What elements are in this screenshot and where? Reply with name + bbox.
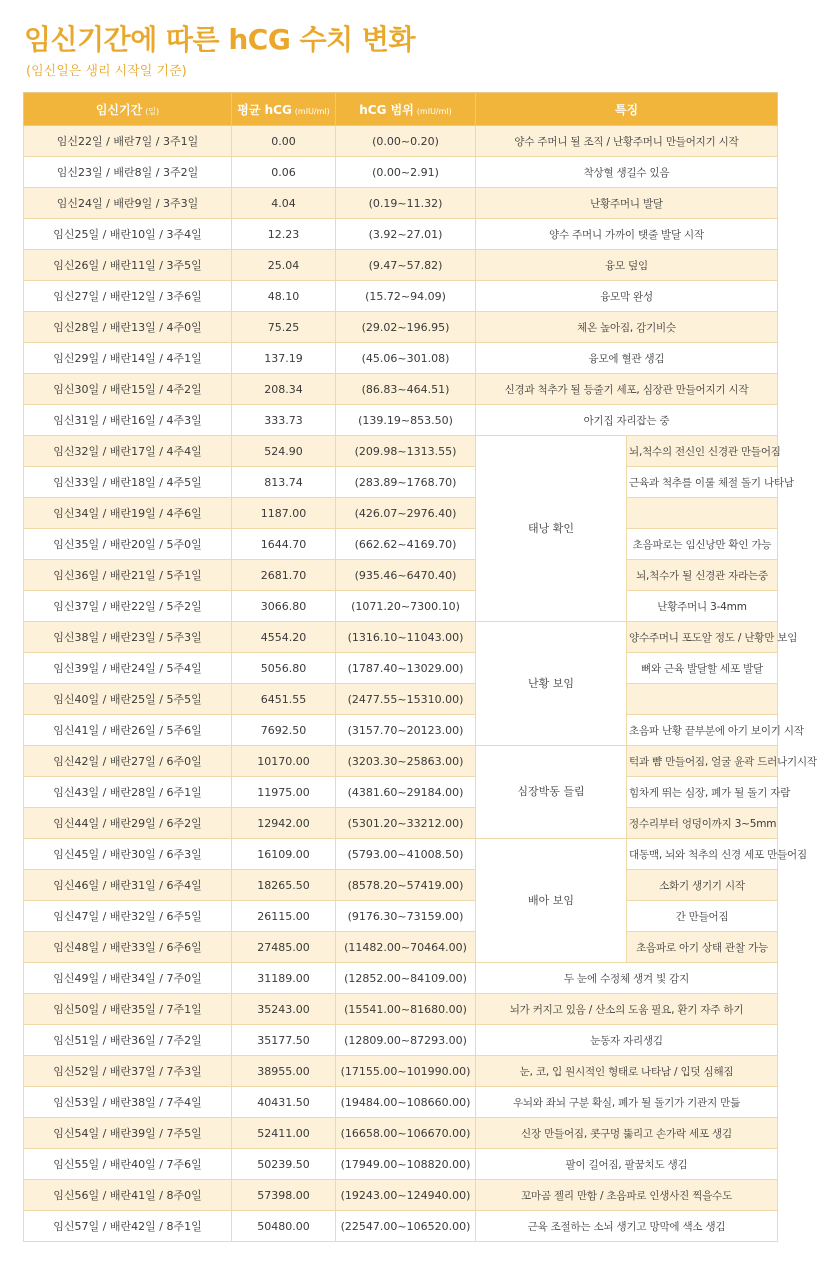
table-row [24,839,778,870]
cell-period: 임신28일 / 배란13일 / 4주0일 [24,312,232,343]
cell-period: 임신40일 / 배란25일 / 5주5일 [24,684,232,715]
cell-period: 임신48일 / 배란33일 / 6주6일 [24,932,232,963]
cell-avg-hcg: 813.74 [232,467,336,498]
hcg-table [23,92,817,1242]
cell-feature: 대동맥, 뇌와 척추의 신경 세포 만들어짐 [627,839,778,870]
table-row [24,591,778,622]
cell-hcg-range: (139.19~853.50) [336,405,476,436]
cell-period: 임신51일 / 배란36일 / 7주2일 [24,1025,232,1056]
cell-hcg-range: (283.89~1768.70) [336,467,476,498]
cell-feature: 눈, 코, 입 원시적인 형태로 나타남 / 입덧 심해짐 [476,1056,778,1087]
cell-period: 임신56일 / 배란41일 / 8주0일 [24,1180,232,1211]
cell-feature: 양수 주머니 될 조직 / 난황주머니 만들어지기 시작 [476,126,778,157]
cell-feature: 근육과 척추를 이룰 체절 돌기 나타남 [627,467,778,498]
table-row [24,715,778,746]
cell-feature: 아기집 자리잡는 중 [476,405,778,436]
cell-feature: 뇌,척수가 될 신경관 자라는중 [627,560,778,591]
table-row [24,1056,778,1087]
table-header-row [24,93,778,126]
cell-hcg-range: (1071.20~7300.10) [336,591,476,622]
table-row [24,1087,778,1118]
cell-period: 임신33일 / 배란18일 / 4주5일 [24,467,232,498]
table-row [24,498,778,529]
cell-avg-hcg: 75.25 [232,312,336,343]
cell-feature: 뼈와 근육 발달할 세포 발달 [627,653,778,684]
cell-period: 임신43일 / 배란28일 / 6주1일 [24,777,232,808]
cell-avg-hcg: 4.04 [232,188,336,219]
cell-feature: 두 눈에 수정체 생겨 빛 감지 [476,963,778,994]
cell-feature: 꼬마곰 젤리 만함 / 초음파로 인생사진 찍을수도 [476,1180,778,1211]
cell-feature: 눈동자 자리생김 [476,1025,778,1056]
table-row [24,281,778,312]
table-row [24,870,778,901]
cell-feature: 팔이 길어짐, 팔꿈치도 생김 [476,1149,778,1180]
table-row [24,374,778,405]
cell-feature [627,498,778,529]
cell-avg-hcg: 524.90 [232,436,336,467]
cell-hcg-range: (45.06~301.08) [336,343,476,374]
cell-avg-hcg: 27485.00 [232,932,336,963]
cell-hcg-range: (15.72~94.09) [336,281,476,312]
cell-hcg-range: (12809.00~87293.00) [336,1025,476,1056]
cell-hcg-range: (86.83~464.51) [336,374,476,405]
table-row [24,126,778,157]
cell-avg-hcg: 12.23 [232,219,336,250]
cell-period: 임신39일 / 배란24일 / 5주4일 [24,653,232,684]
page-subtitle: (임신일은 생리 시작일 기준) [26,64,187,79]
cell-avg-hcg: 2681.70 [232,560,336,591]
cell-hcg-range: (5301.20~33212.00) [336,808,476,839]
cell-period: 임신34일 / 배란19일 / 4주6일 [24,498,232,529]
cell-period: 임신53일 / 배란38일 / 7주4일 [24,1087,232,1118]
cell-period: 임신57일 / 배란42일 / 8주1일 [24,1211,232,1242]
cell-feature: 체온 높아짐, 감기비슷 [476,312,778,343]
cell-avg-hcg: 57398.00 [232,1180,336,1211]
cell-feature: 양수 주머니 가까이 탯줄 발달 시작 [476,219,778,250]
cell-period: 임신26일 / 배란11일 / 3주5일 [24,250,232,281]
cell-period: 임신35일 / 배란20일 / 5주0일 [24,529,232,560]
cell-feature: 난황주머니 3-4mm [627,591,778,622]
cell-avg-hcg: 16109.00 [232,839,336,870]
cell-stage-group: 태낭 확인 [476,436,627,622]
cell-period: 임신44일 / 배란29일 / 6주2일 [24,808,232,839]
cell-avg-hcg: 333.73 [232,405,336,436]
table-row [24,777,778,808]
cell-feature: 우뇌와 좌뇌 구분 확실, 폐가 될 돌기가 기관지 만듦 [476,1087,778,1118]
cell-avg-hcg: 50239.50 [232,1149,336,1180]
cell-period: 임신37일 / 배란22일 / 5주2일 [24,591,232,622]
cell-period: 임신41일 / 배란26일 / 5주6일 [24,715,232,746]
cell-hcg-range: (1316.10~11043.00) [336,622,476,653]
table-body [24,126,817,1242]
table-row [24,1211,778,1242]
cell-hcg-range: (11482.00~70464.00) [336,932,476,963]
cell-hcg-range: (17155.00~101990.00) [336,1056,476,1087]
table-row [24,529,778,560]
cell-feature: 간 만들어짐 [627,901,778,932]
cell-avg-hcg: 3066.80 [232,591,336,622]
table-row [24,312,778,343]
cell-period: 임신25일 / 배란10일 / 3주4일 [24,219,232,250]
cell-hcg-range: (22547.00~106520.00) [336,1211,476,1242]
cell-feature: 초음파 난황 끝부분에 아기 보이기 시작 [627,715,778,746]
cell-period: 임신36일 / 배란21일 / 5주1일 [24,560,232,591]
header-feature: 특징 [476,93,778,126]
cell-period: 임신45일 / 배란30일 / 6주3일 [24,839,232,870]
cell-feature: 뇌,척수의 전신인 신경관 만들어짐 [627,436,778,467]
cell-period: 임신47일 / 배란32일 / 6주5일 [24,901,232,932]
cell-feature: 융모 덮임 [476,250,778,281]
table-row [24,746,778,777]
header-avg-hcg: 평균 hCG (mIU/ml) [232,93,336,126]
cell-avg-hcg: 137.19 [232,343,336,374]
cell-feature: 착상혈 생길수 있음 [476,157,778,188]
cell-avg-hcg: 0.00 [232,126,336,157]
cell-hcg-range: (209.98~1313.55) [336,436,476,467]
cell-feature: 소화기 생기기 시작 [627,870,778,901]
cell-feature: 신장 만들어짐, 콧구멍 뚫리고 손가락 세포 생김 [476,1118,778,1149]
table-row [24,684,778,715]
cell-avg-hcg: 0.06 [232,157,336,188]
cell-stage-group: 배아 보임 [476,839,627,963]
cell-period: 임신22일 / 배란7일 / 3주1일 [24,126,232,157]
cell-avg-hcg: 48.10 [232,281,336,312]
table-row [24,932,778,963]
cell-period: 임신27일 / 배란12일 / 3주6일 [24,281,232,312]
cell-hcg-range: (935.46~6470.40) [336,560,476,591]
cell-hcg-range: (0.00~0.20) [336,126,476,157]
table-row [24,250,778,281]
table-row [24,808,778,839]
cell-feature: 초음파로는 임신낭만 확인 가능 [627,529,778,560]
cell-hcg-range: (17949.00~108820.00) [336,1149,476,1180]
cell-avg-hcg: 35177.50 [232,1025,336,1056]
cell-hcg-range: (5793.00~41008.50) [336,839,476,870]
cell-avg-hcg: 208.34 [232,374,336,405]
cell-period: 임신42일 / 배란27일 / 6주0일 [24,746,232,777]
cell-hcg-range: (1787.40~13029.00) [336,653,476,684]
cell-feature: 힘차게 뛰는 심장, 폐가 될 돌기 자람 [627,777,778,808]
cell-avg-hcg: 40431.50 [232,1087,336,1118]
cell-avg-hcg: 35243.00 [232,994,336,1025]
cell-hcg-range: (19484.00~108660.00) [336,1087,476,1118]
cell-stage-group: 난황 보임 [476,622,627,746]
cell-period: 임신46일 / 배란31일 / 6주4일 [24,870,232,901]
table-row [24,653,778,684]
cell-avg-hcg: 38955.00 [232,1056,336,1087]
table-row [24,343,778,374]
table-row [24,994,778,1025]
cell-hcg-range: (9176.30~73159.00) [336,901,476,932]
header-period: 임신기간 (일) [24,93,232,126]
cell-avg-hcg: 1644.70 [232,529,336,560]
cell-hcg-range: (12852.00~84109.00) [336,963,476,994]
table-row [24,436,778,467]
table-row [24,1118,778,1149]
cell-period: 임신31일 / 배란16일 / 4주3일 [24,405,232,436]
cell-avg-hcg: 25.04 [232,250,336,281]
page-title: 임신기간에 따른 hCG 수치 변화 [24,23,415,56]
cell-hcg-range: (2477.55~15310.00) [336,684,476,715]
cell-feature: 난황주머니 발달 [476,188,778,219]
table-row [24,467,778,498]
cell-period: 임신24일 / 배란9일 / 3주3일 [24,188,232,219]
cell-avg-hcg: 52411.00 [232,1118,336,1149]
table-row [24,1025,778,1056]
cell-hcg-range: (9.47~57.82) [336,250,476,281]
cell-hcg-range: (29.02~196.95) [336,312,476,343]
cell-avg-hcg: 12942.00 [232,808,336,839]
header-hcg-range: hCG 범위 (mIU/ml) [336,93,476,126]
cell-hcg-range: (3.92~27.01) [336,219,476,250]
cell-feature: 신경과 척추가 될 등줄기 세포, 심장관 만들어지기 시작 [476,374,778,405]
cell-hcg-range: (16658.00~106670.00) [336,1118,476,1149]
cell-stage-group: 심장박동 들림 [476,746,627,839]
cell-avg-hcg: 6451.55 [232,684,336,715]
table-row [24,560,778,591]
cell-hcg-range: (4381.60~29184.00) [336,777,476,808]
cell-hcg-range: (0.00~2.91) [336,157,476,188]
cell-avg-hcg: 10170.00 [232,746,336,777]
table-row [24,157,778,188]
table-row [24,901,778,932]
cell-hcg-range: (19243.00~124940.00) [336,1180,476,1211]
cell-period: 임신30일 / 배란15일 / 4주2일 [24,374,232,405]
cell-avg-hcg: 1187.00 [232,498,336,529]
cell-feature: 뇌가 커지고 있음 / 산소의 도움 필요, 환기 자주 하기 [476,994,778,1025]
table-row [24,1149,778,1180]
cell-period: 임신50일 / 배란35일 / 7주1일 [24,994,232,1025]
cell-hcg-range: (3203.30~25863.00) [336,746,476,777]
cell-avg-hcg: 26115.00 [232,901,336,932]
cell-hcg-range: (15541.00~81680.00) [336,994,476,1025]
cell-period: 임신32일 / 배란17일 / 4주4일 [24,436,232,467]
cell-hcg-range: (662.62~4169.70) [336,529,476,560]
cell-feature [627,684,778,715]
cell-avg-hcg: 4554.20 [232,622,336,653]
table-row [24,405,778,436]
cell-period: 임신38일 / 배란23일 / 5주3일 [24,622,232,653]
cell-feature: 초음파로 아기 상태 관찰 가능 [627,932,778,963]
cell-period: 임신52일 / 배란37일 / 7주3일 [24,1056,232,1087]
cell-period: 임신23일 / 배란8일 / 3주2일 [24,157,232,188]
table-row [24,622,778,653]
cell-feature: 턱과 뺨 만들어짐, 얼굴 윤곽 드러나기시작 [627,746,778,777]
cell-hcg-range: (3157.70~20123.00) [336,715,476,746]
cell-feature: 정수리부터 엉덩이까지 3~5mm [627,808,778,839]
cell-hcg-range: (0.19~11.32) [336,188,476,219]
cell-period: 임신55일 / 배란40일 / 7주6일 [24,1149,232,1180]
cell-feature: 근육 조절하는 소뇌 생기고 망막에 색소 생김 [476,1211,778,1242]
cell-period: 임신29일 / 배란14일 / 4주1일 [24,343,232,374]
table-row [24,1180,778,1211]
cell-feature: 양수주머니 포도알 정도 / 난황만 보임 [627,622,778,653]
cell-period: 임신54일 / 배란39일 / 7주5일 [24,1118,232,1149]
table-row [24,963,778,994]
cell-hcg-range: (8578.20~57419.00) [336,870,476,901]
cell-hcg-range: (426.07~2976.40) [336,498,476,529]
table-row [24,188,778,219]
cell-avg-hcg: 7692.50 [232,715,336,746]
cell-period: 임신49일 / 배란34일 / 7주0일 [24,963,232,994]
cell-avg-hcg: 5056.80 [232,653,336,684]
cell-avg-hcg: 18265.50 [232,870,336,901]
cell-feature: 융모막 완성 [476,281,778,312]
table-row [24,219,778,250]
cell-avg-hcg: 50480.00 [232,1211,336,1242]
cell-avg-hcg: 31189.00 [232,963,336,994]
cell-avg-hcg: 11975.00 [232,777,336,808]
cell-feature: 융모에 혈관 생김 [476,343,778,374]
